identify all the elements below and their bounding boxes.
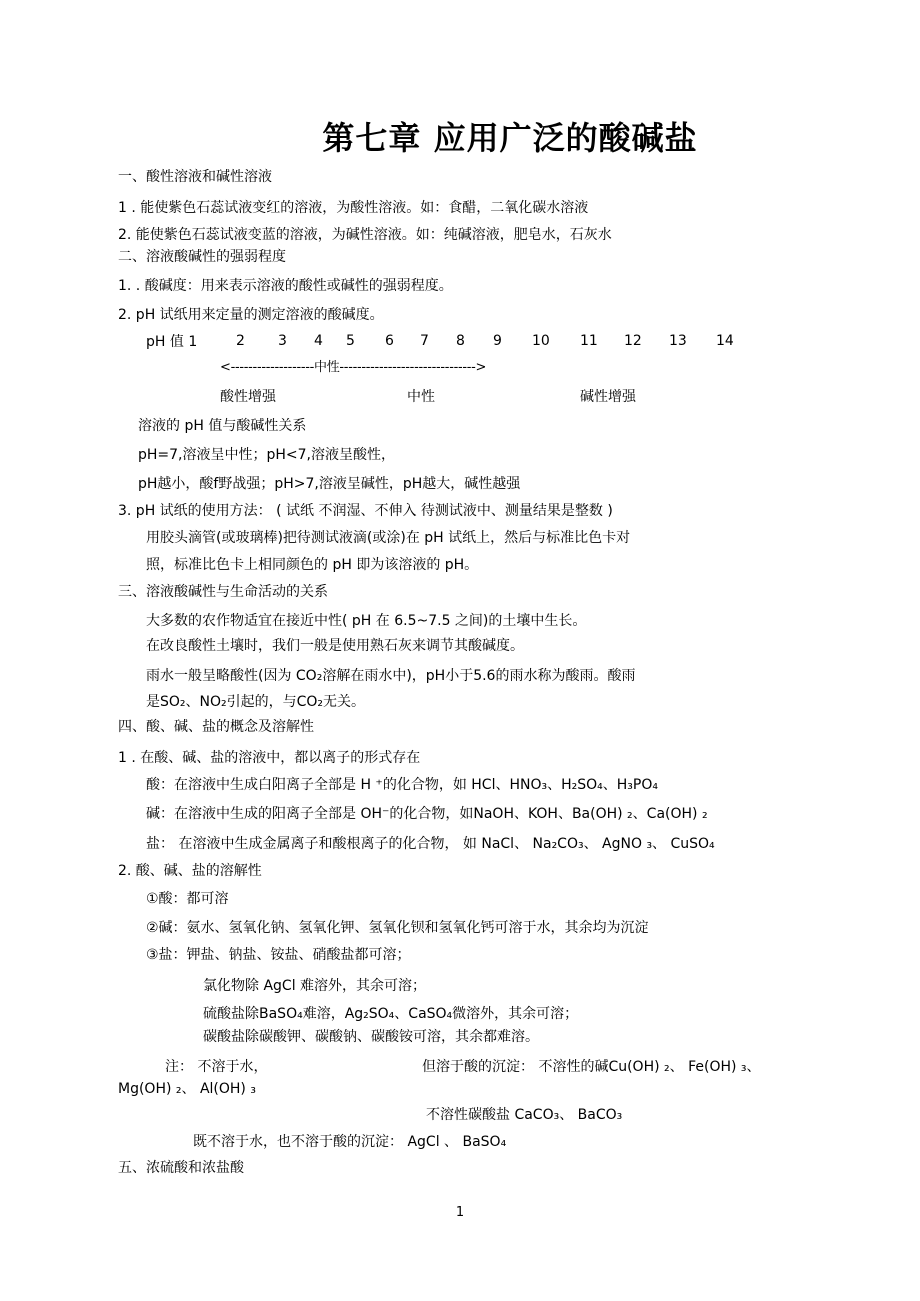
text-line: 氯化物除 AgCl 难溶外，其余可溶； <box>203 978 427 994</box>
text-line: 在改良酸性土壤时，我们一般是使用熟石灰来调节其酸碱度。 <box>146 638 524 654</box>
text-line: 雨水一般呈略酸性(因为 CO₂溶解在雨水中)，pH小于5.6的雨水称为酸雨。酸雨 <box>146 668 636 684</box>
section-5-heading: 五、浓硫酸和浓盐酸 <box>118 1160 244 1176</box>
ph-tick: 8 <box>456 333 465 349</box>
text-line: 碳酸盐除碳酸钾、碳酸钠、碳酸铵可溶，其余都难溶。 <box>203 1029 539 1045</box>
ph-tick: 4 <box>314 333 323 349</box>
note-text: 但溶于酸的沉淀： 不溶性的碱Cu(OH) ₂、 Fe(OH) ₃、 <box>422 1059 761 1075</box>
section-4-heading: 四、酸、碱、盐的概念及溶解性 <box>118 719 314 735</box>
acid-increase-label: 酸性增强 <box>220 389 276 405</box>
text-line: 大多数的农作物适宜在接近中性( pH 在 6.5~7.5 之间)的土壤中生长。 <box>146 613 587 629</box>
section-1-heading: 一、酸性溶液和碱性溶液 <box>118 169 272 185</box>
base-increase-label: 碱性增强 <box>580 389 636 405</box>
text-line: pH=7,溶液呈中性；pH<7,溶液呈酸性， <box>138 447 396 463</box>
page-title: 第七章 应用广泛的酸碱盐 <box>322 119 698 157</box>
text-line: 3. pH 试纸的使用方法： ( 试纸 不润湿、不伸入 待测试液中、测量结果是整数 ) <box>118 503 613 519</box>
text-line: 硫酸盐除BaSO₄难溶，Ag₂SO₄、CaSO₄微溶外，其余可溶； <box>203 1006 579 1022</box>
text-line: 1 . 能使紫色石蕊试液变红的溶液，为酸性溶液。如：食醋，二氧化碳水溶液 <box>118 200 589 216</box>
text-line: 1 . 在酸、碱、盐的溶液中，都以离子的形式存在 <box>118 750 421 766</box>
ph-tick: 7 <box>420 333 429 349</box>
acid-definition: 酸：在溶液中生成白阳离子全部是 H ⁺的化合物，如 HCl、HNO₃、H₂SO₄、H₃PO₄ <box>146 777 658 793</box>
ph-arrow: <-------------------中性-------------------------------> <box>220 360 487 375</box>
note-text: 不溶性碳酸盐 CaCO₃、 BaCO₃ <box>426 1107 623 1123</box>
note-label: 注： 不溶于水， <box>165 1059 268 1075</box>
text-line: pH越小，酸f野战强；pH>7,溶液呈碱性，pH越大，碱性越强 <box>138 476 521 492</box>
text-line: 1. . 酸碱度：用来表示溶液的酸性或碱性的强弱程度。 <box>118 278 453 294</box>
base-definition: 碱：在溶液中生成的阳离子全部是 OH⁻的化合物，如NaOH、KOH、Ba(OH) ₂、Ca(OH) ₂ <box>146 806 708 822</box>
ph-scale-label: pH 值 1 <box>146 334 198 350</box>
ph-tick: 9 <box>493 333 502 349</box>
text-line: 溶液的 pH 值与酸碱性关系 <box>138 418 307 434</box>
text-line: ①酸：都可溶 <box>146 891 229 907</box>
ph-tick: 3 <box>278 333 287 349</box>
note-text: Mg(OH) ₂、 Al(OH) ₃ <box>118 1081 256 1097</box>
ph-tick: 5 <box>346 333 355 349</box>
text-line: 照，标准比色卡上相同颜色的 pH 即为该溶液的 pH。 <box>146 557 479 573</box>
ph-tick: 6 <box>385 333 394 349</box>
ph-tick: 2 <box>236 333 245 349</box>
neutral-label: 中性 <box>407 389 435 405</box>
ph-tick: 12 <box>624 333 642 349</box>
salt-definition: 盐： 在溶液中生成金属离子和酸根离子的化合物， 如 NaCl、 Na₂CO₃、 AgNO ₃、 CuSO₄ <box>146 836 715 852</box>
ph-tick: 11 <box>580 333 598 349</box>
text-line: 2. pH 试纸用来定量的测定溶液的酸碱度。 <box>118 307 384 323</box>
text-line: ③盐：钾盐、钠盐、铵盐、硝酸盐都可溶； <box>146 947 411 963</box>
text-line: 2. 酸、碱、盐的溶解性 <box>118 863 262 879</box>
section-3-heading: 三、溶液酸碱性与生命活动的关系 <box>118 584 328 600</box>
text-line: ②碱：氨水、氢氧化钠、氢氧化钾、氢氧化钡和氢氧化钙可溶于水，其余均为沉淀 <box>146 920 649 936</box>
ph-tick: 14 <box>716 333 734 349</box>
page-number: 1 <box>455 1205 465 1220</box>
ph-tick: 10 <box>532 333 550 349</box>
note-text: 既不溶于水，也不溶于酸的沉淀： AgCl 、 BaSO₄ <box>193 1134 507 1150</box>
text-line: 2. 能使紫色石蕊试液变蓝的溶液，为碱性溶液。如：纯碱溶液，肥皂水，石灰水 <box>118 227 612 243</box>
ph-tick: 13 <box>669 333 687 349</box>
text-line: 是SO₂、NO₂引起的，与CO₂无关。 <box>146 694 366 710</box>
text-line: 用胶头滴管(或玻璃棒)把待测试液滴(或涂)在 pH 试纸上，然后与标准比色卡对 <box>146 530 631 546</box>
section-2-heading: 二、溶液酸碱性的强弱程度 <box>118 249 286 265</box>
